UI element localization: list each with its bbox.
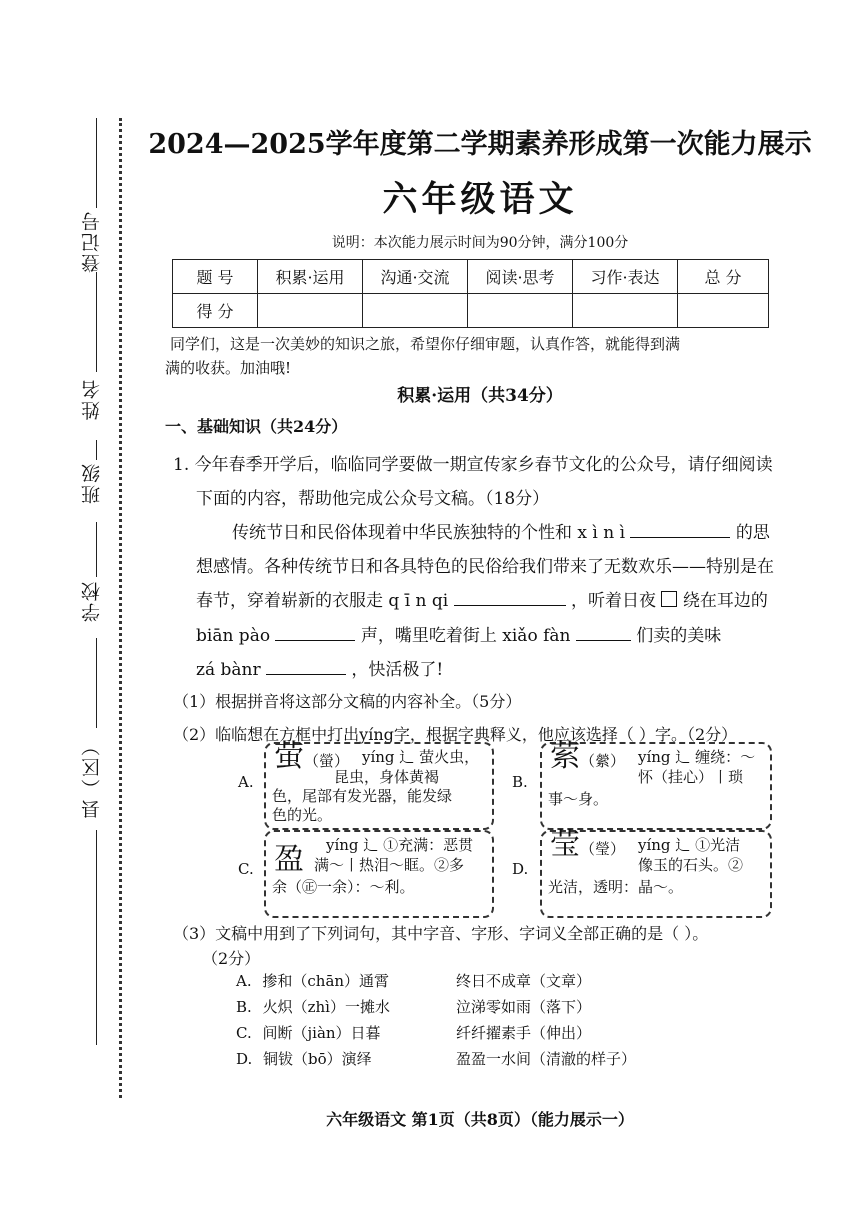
option-a-box[interactable]	[264, 739, 494, 830]
option-b-char: 萦	[550, 739, 580, 774]
option-b-text2: 怀（挂心）丨琐	[638, 768, 744, 786]
option-d-label[interactable]: D.	[512, 860, 529, 878]
option-a-trad: （螢）	[304, 752, 350, 770]
passage-text: ，听着日夜	[571, 591, 657, 611]
option-d-box[interactable]	[540, 827, 772, 918]
option-a-char: 萤	[274, 739, 304, 774]
greeting-line-2: 满的收获。加油哦!	[165, 359, 292, 377]
class-label: 班级	[81, 462, 103, 504]
score-cell[interactable]	[468, 294, 573, 328]
subject-title: 六年级语文	[382, 179, 578, 220]
choice-b[interactable]	[236, 996, 390, 1017]
option-d-trad: （瑩）	[580, 840, 626, 858]
choice-left-text: 掺和（chān）通霄	[262, 972, 390, 990]
option-c-label[interactable]: C.	[238, 860, 254, 878]
choice-label: D.	[236, 1050, 253, 1068]
passage-line-2: 想感情。各种传统节日和各具特色的民俗给我们带来了无数欢乐——特别是在	[196, 557, 774, 577]
passage-text: zá bànr	[196, 660, 261, 680]
name-label: 姓名	[81, 378, 103, 420]
answer-blank-zabanr[interactable]	[266, 657, 346, 675]
option-a-text1: yíng 辶 萤火虫，	[362, 748, 480, 766]
option-a-text3: 色，尾部有发光器，能发绿	[272, 787, 453, 805]
passage-line-3	[196, 586, 768, 611]
option-c-text1: yíng 辶 ①充满：恶贯	[326, 836, 474, 854]
choice-a[interactable]	[236, 970, 389, 991]
option-c-box[interactable]	[264, 830, 494, 918]
score-row-label: 得 分	[173, 294, 258, 328]
passage-line-5	[196, 655, 443, 680]
sub-question-1: （1）根据拼音将这部分文稿的内容补全。（5分）	[173, 692, 522, 711]
reg-no-line	[96, 118, 97, 208]
answer-blank-bianpao[interactable]	[275, 623, 355, 641]
part-heading: 一、基础知识（共24分）	[165, 417, 348, 436]
name-line	[96, 272, 97, 372]
choice-d[interactable]	[236, 1048, 372, 1069]
answer-blank-qinqi[interactable]	[454, 588, 566, 606]
choice-c-right: 纤纤擢素手（伸出）	[456, 1024, 592, 1042]
passage-text: ，快活极了!	[351, 660, 444, 680]
exam-note: 说明：本次能力展示时间为90分钟，满分100分	[331, 235, 629, 251]
choice-left-text: 火炽（zhì）一摊水	[262, 998, 390, 1016]
district-line-lower	[96, 830, 97, 1045]
option-b-trad: （縈）	[580, 752, 626, 770]
school-label: 学校	[81, 580, 103, 622]
choice-label: A.	[236, 972, 252, 990]
score-table-header-cell: 阅读·思考	[468, 260, 573, 294]
passage-text: 们卖的美味	[636, 626, 722, 646]
reg-no-label: 登记号	[81, 210, 103, 273]
choice-d-right: 盈盈一水间（清澈的样子）	[456, 1050, 637, 1068]
option-b-text3: 事～身。	[548, 790, 609, 808]
exam-title: 2024—2025学年度第二学期素养形成第一次能力展示	[148, 129, 812, 160]
score-table-header-cell: 习作·表达	[573, 260, 678, 294]
passage-line-4	[196, 621, 721, 646]
score-cell[interactable]	[363, 294, 468, 328]
greeting-line-1: 同学们，这是一次美妙的知识之旅，希望你仔细审题，认真作答，就能得到满	[170, 335, 681, 353]
choice-a-right: 终日不成章（文章）	[456, 972, 592, 990]
option-b-text1: yíng 辶 缠绕：～	[638, 748, 756, 766]
passage-text: biān pào	[196, 626, 271, 646]
choice-label: B.	[236, 998, 252, 1016]
q1-stem-line-1: 1. 今年春季开学后，临临同学要做一期宣传家乡春节文化的公众号，请仔细阅读	[173, 455, 773, 475]
option-d-text3: 光洁，透明：晶～。	[548, 878, 684, 896]
binding-dotted-line	[119, 118, 122, 1098]
section-title: 积累·运用（共34分）	[397, 386, 563, 406]
score-table-header-cell: 沟通·交流	[363, 260, 468, 294]
choice-b-right: 泣涕零如雨（落下）	[456, 998, 592, 1016]
page-footer: 六年级语文 第1页（共8页）（能力展示一）	[326, 1110, 634, 1129]
answer-blank-xiaofan[interactable]	[576, 623, 631, 641]
option-d-text1: yíng 辶 ①光洁	[638, 836, 741, 854]
option-a-label[interactable]: A.	[238, 773, 254, 791]
choice-c[interactable]	[236, 1022, 381, 1043]
score-table-header-cell: 总 分	[678, 260, 769, 294]
q1-stem-line-2: 下面的内容，帮助他完成公众号文稿。（18分）	[196, 489, 550, 509]
passage-line-1	[232, 518, 770, 543]
score-table-header-cell: 积累·运用	[258, 260, 363, 294]
choice-left-text: 铜钹（bō）演绎	[263, 1050, 372, 1068]
answer-blank-xini[interactable]	[630, 520, 730, 538]
ying-box[interactable]	[661, 591, 677, 607]
district-line	[96, 638, 97, 728]
option-c-text2: 满～丨热泪～眶。②多	[314, 856, 465, 874]
sub-question-3: （3）文稿中用到了下列词句，其中字音、字形、字词义全部正确的是（ ）。	[173, 924, 709, 943]
passage-text: 绕在耳边的	[682, 591, 768, 611]
school-line	[96, 522, 97, 577]
option-b-head	[550, 739, 626, 774]
option-b-label[interactable]: B.	[512, 773, 528, 791]
score-cell[interactable]	[258, 294, 363, 328]
sub-question-2: （2）临临想在方框中打出yíng字，根据字典释义，他应该选择（ ）字。（2分）	[173, 725, 738, 744]
option-d-text2: 像玉的石头。②	[638, 856, 744, 874]
sub-question-3-points: （2分）	[202, 949, 261, 968]
option-d-char: 莹	[550, 827, 580, 862]
score-table-header-cell: 题 号	[173, 260, 258, 294]
passage-text: 的思	[735, 523, 770, 543]
passage-text: 传统节日和民俗体现着中华民族独特的个性和 x ì n ì	[232, 523, 626, 543]
choice-label: C.	[236, 1024, 252, 1042]
passage-text: 声，嘴里吃着街上 xiǎo fàn	[360, 626, 571, 646]
score-cell[interactable]	[678, 294, 769, 328]
score-table	[172, 259, 769, 328]
option-d-head	[550, 827, 626, 862]
option-a-text4: 色的光。	[272, 806, 333, 824]
option-c-char: 盈	[274, 842, 304, 877]
option-c-text3: 余（㊣一余）：～利。	[272, 878, 415, 896]
class-line	[96, 440, 97, 460]
choice-left-text: 间断（jiàn）日暮	[262, 1024, 381, 1042]
option-c-head	[274, 834, 304, 878]
district-label: 县（区）	[81, 735, 103, 819]
option-b-box[interactable]	[540, 739, 772, 830]
passage-text: 春节，穿着崭新的衣服走 q ī n qi	[196, 591, 449, 611]
option-a-text2: 昆虫，身体黄褐	[334, 768, 440, 786]
score-cell[interactable]	[573, 294, 678, 328]
